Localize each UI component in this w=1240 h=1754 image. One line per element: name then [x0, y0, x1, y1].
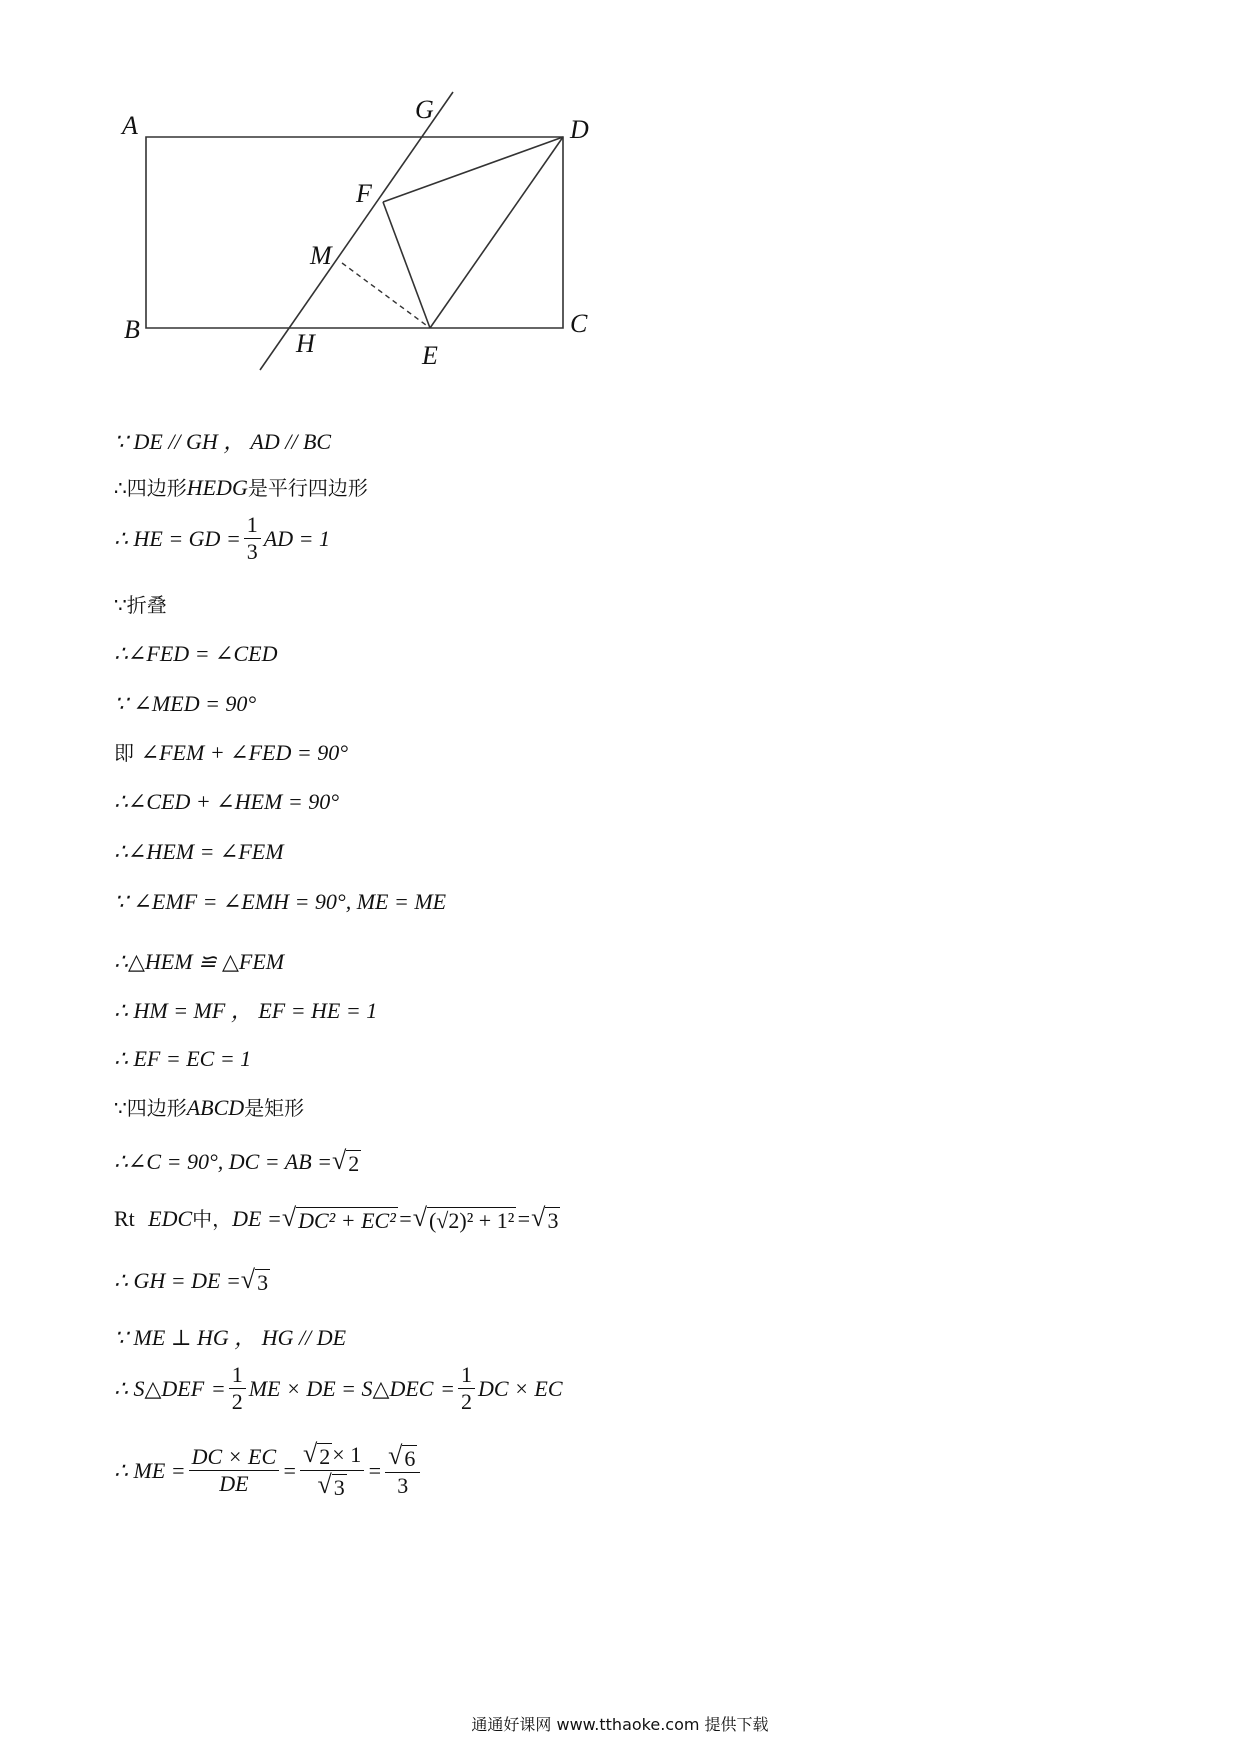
segment-me-dashed	[342, 263, 430, 328]
label-h: H	[296, 329, 315, 358]
fraction	[189, 1444, 280, 1497]
proof-text: ∴∠HEM = ∠FEM	[114, 839, 284, 864]
label-c: C	[570, 309, 588, 338]
square-root: √ 2	[303, 1439, 331, 1469]
proof-line-13	[114, 1045, 251, 1073]
label-b: B	[124, 315, 140, 344]
label-a: A	[122, 111, 138, 140]
subscript: △DEF	[144, 1375, 205, 1401]
proof-text: ∴ GH = DE =	[114, 1268, 241, 1293]
proof-text: ∴∠CED + ∠HEM = 90°	[114, 789, 340, 814]
proof-text: ∴四边形	[114, 476, 187, 500]
fraction	[300, 1440, 364, 1501]
proof-text: ∴ HE = GD =	[114, 525, 241, 551]
proof-line-8	[114, 788, 339, 816]
square-root: √ 3	[531, 1203, 559, 1233]
fraction-denominator: DE	[219, 1471, 249, 1496]
proof-line-16	[114, 1204, 560, 1234]
proof-text: × 1	[332, 1442, 362, 1467]
proof-line-5	[114, 640, 277, 668]
label-m: M	[310, 241, 332, 270]
proof-line-14	[114, 1094, 304, 1122]
proof-text: =	[367, 1457, 383, 1483]
square-root: √ DC² + EC²	[281, 1203, 396, 1233]
proof-text: =	[210, 1375, 226, 1401]
proof-text: 即	[114, 741, 134, 765]
proof-text: 是平行四边形	[247, 476, 368, 500]
fraction	[229, 1362, 246, 1415]
segment-df	[383, 137, 563, 202]
proof-line-4	[114, 591, 167, 619]
proof-text: ∴∠C = 90°, DC = AB =	[114, 1149, 332, 1174]
proof-line-11	[114, 948, 284, 976]
proof-text: ∴ ME =	[114, 1457, 186, 1483]
fraction-denominator: 2	[231, 1389, 243, 1414]
proof-text: ∴△HEM ≌ △FEM	[114, 949, 285, 974]
proof-text: ∴ HM = MF ， EF = HE = 1	[114, 998, 378, 1023]
proof-text: 中，	[192, 1207, 233, 1231]
fraction-numerator: 1	[229, 1362, 246, 1389]
proof-text: ∵ ∠MED = 90°	[114, 691, 257, 716]
proof-text: ∵四边形	[114, 1096, 187, 1120]
proof-line-6	[114, 690, 256, 718]
label-g: G	[415, 95, 434, 124]
proof-text: ∴ EF = EC = 1	[114, 1046, 252, 1071]
proof-line-12	[114, 997, 377, 1025]
square-root: √ 2	[331, 1146, 360, 1176]
square-root: √ 3	[317, 1470, 345, 1500]
segment-de	[430, 137, 563, 328]
proof-text: =	[440, 1375, 455, 1401]
proof-line-20	[114, 1440, 423, 1501]
square-root: √ (√2)² + 1²	[412, 1203, 515, 1233]
proof-line-7	[114, 739, 348, 767]
label-e: E	[422, 341, 438, 370]
fraction-numerator	[385, 1442, 420, 1473]
proof-text: =	[282, 1457, 297, 1483]
page-footer: 通通好课网 www.tthaoke.com 提供下载	[471, 1715, 769, 1734]
fraction-numerator: DC × EC	[189, 1444, 280, 1471]
proof-text: ∵折叠	[114, 593, 167, 617]
proof-text: 是矩形	[244, 1096, 305, 1120]
fraction-denominator: 3	[246, 539, 258, 564]
radicand: 2	[348, 1151, 360, 1176]
proof-text: ∴∠FED = ∠CED	[114, 641, 278, 666]
label-f: F	[356, 179, 372, 208]
segment-fe	[383, 202, 430, 328]
subscript: △DEC	[372, 1375, 434, 1401]
fraction	[385, 1442, 420, 1499]
proof-text: DC × EC	[478, 1375, 563, 1401]
fraction-numerator	[300, 1440, 364, 1471]
square-root: √ 3	[240, 1265, 269, 1295]
proof-line-19	[114, 1362, 563, 1415]
proof-text: ME × DE = S	[248, 1375, 373, 1401]
proof-text: ∵ DE // GH ， AD // BC	[114, 429, 332, 454]
proof-text: ∠FEM + ∠FED = 90°	[140, 740, 349, 765]
proof-text: ABCD	[186, 1095, 245, 1120]
fraction	[458, 1362, 475, 1415]
radicand: 3	[547, 1208, 559, 1233]
radicand: 3	[333, 1475, 345, 1500]
fraction-denominator	[314, 1471, 349, 1501]
proof-line-10	[114, 888, 446, 916]
proof-text: Rt	[114, 1206, 135, 1231]
fraction-numerator: 1	[244, 512, 261, 539]
geometry-figure	[120, 92, 680, 422]
fraction-denominator: 2	[461, 1389, 472, 1414]
proof-line-17	[114, 1266, 270, 1296]
proof-text: =	[516, 1206, 532, 1231]
fraction-numerator: 1	[458, 1362, 475, 1389]
rectangle-fold-diagram	[120, 92, 680, 422]
radicand: 6	[404, 1446, 416, 1471]
proof-line-15	[114, 1147, 361, 1177]
fraction	[244, 512, 261, 565]
proof-text: ∵ ME ⊥ HG ， HG // DE	[114, 1325, 347, 1350]
proof-text: ∴ S	[114, 1375, 145, 1401]
radicand: 2	[319, 1444, 331, 1469]
proof-text: EDC	[148, 1206, 193, 1231]
fraction-denominator: 3	[397, 1473, 409, 1498]
proof-line-1	[114, 428, 331, 456]
proof-text: =	[397, 1206, 413, 1231]
proof-text: AD = 1	[263, 525, 330, 551]
proof-line-3	[114, 512, 330, 565]
proof-text: ∵ ∠EMF = ∠EMH = 90°, ME = ME	[114, 889, 447, 914]
proof-text: DE =	[232, 1206, 282, 1231]
proof-line-2	[114, 474, 368, 502]
radicand: (√2)² + 1²	[428, 1208, 515, 1233]
proof-line-9	[114, 838, 284, 866]
radicand: 3	[257, 1270, 269, 1295]
label-d: D	[570, 115, 589, 144]
proof-line-18	[114, 1324, 346, 1352]
proof-text: HEDG	[186, 475, 248, 500]
radicand: DC² + EC²	[298, 1208, 396, 1233]
square-root: √ 6	[388, 1441, 416, 1471]
